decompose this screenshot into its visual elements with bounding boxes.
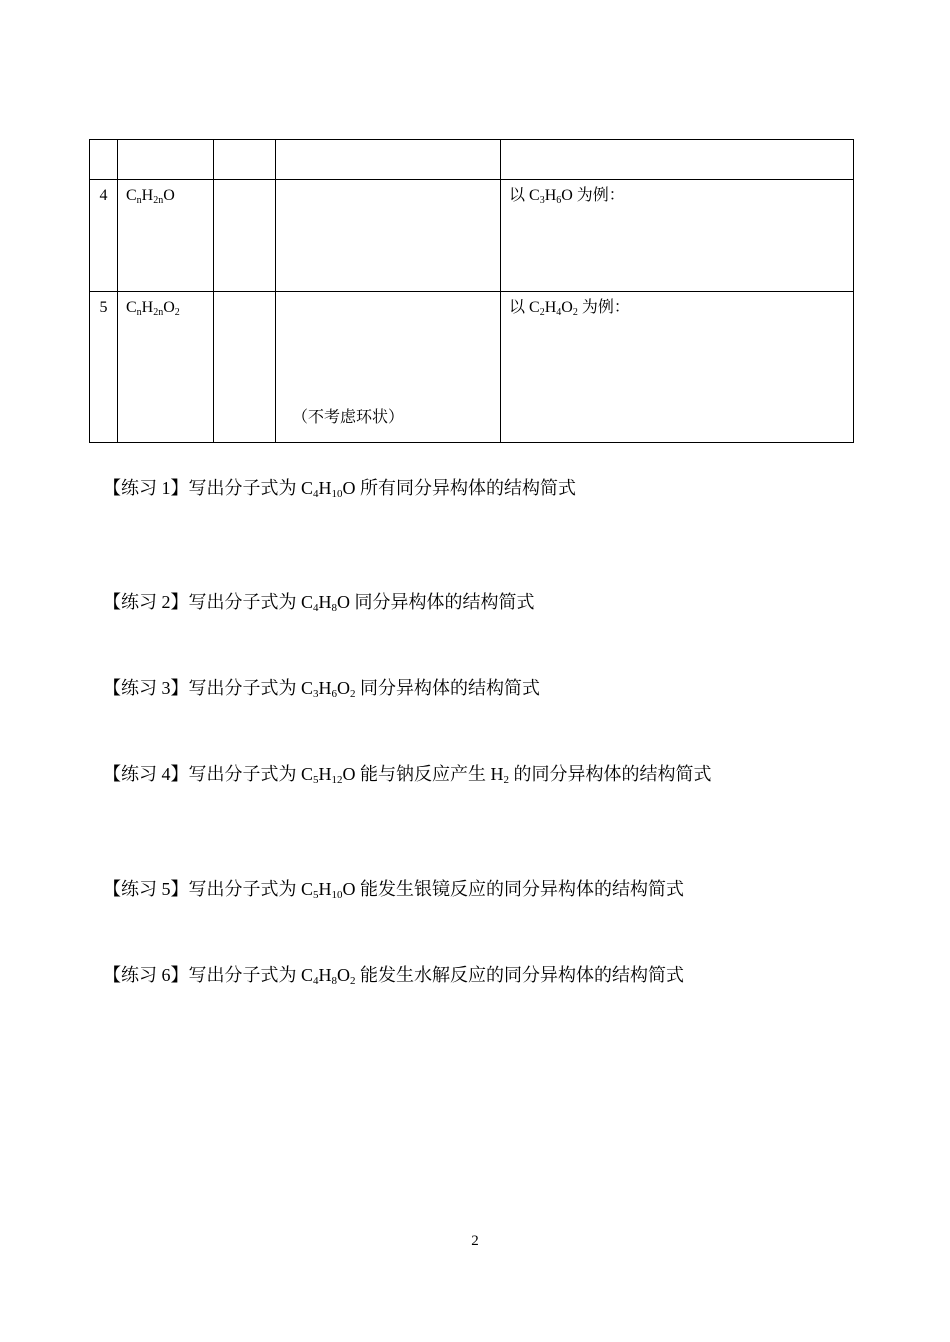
- exercise-1: 【练习 1】写出分子式为 $C_4H_{10}O$ 所有同分异构体的结构简式: [103, 478, 577, 500]
- table-cell: [214, 292, 276, 443]
- table-row: [90, 292, 854, 443]
- page-number: 2: [471, 1233, 479, 1249]
- general-formula: $C_nH_{2n}O_2$: [126, 299, 180, 318]
- row-number: 4: [99, 187, 108, 204]
- row-number-cell: [90, 292, 118, 443]
- table-cell: [214, 140, 276, 180]
- isomer-type-cell: [276, 292, 501, 443]
- example-cell: [501, 292, 854, 443]
- exercise-6: 【练习 6】写出分子式为 $C_4H_8O_2$ 能发生水解反应的同分异构体的结构简式: [103, 965, 685, 987]
- row-number: 5: [99, 299, 108, 316]
- table-cell: [214, 180, 276, 292]
- table-cell: [501, 140, 854, 180]
- example-text: 以 $C_3H_6O$ 为例：: [509, 187, 625, 206]
- example-cell: [501, 180, 854, 292]
- general-formula-cell: [118, 180, 214, 292]
- note-text: （不考虑环状）: [292, 409, 405, 426]
- isomer-table: [89, 139, 854, 443]
- table-cell: [276, 180, 501, 292]
- table-row: [90, 180, 854, 292]
- general-formula-cell: [118, 292, 214, 443]
- general-formula: $C_nH_{2n}O$: [126, 187, 175, 206]
- table-row: [90, 140, 854, 180]
- exercise-4: 【练习 4】写出分子式为 $C_5H_{12}O$ 能与钠反应产生 $H_2$ 的同分异构体的结构简式: [103, 764, 712, 786]
- example-text: 以 $C_2H_4O_2$ 为例：: [509, 299, 630, 318]
- exercise-5: 【练习 5】写出分子式为 $C_5H_{10}O$ 能发生银镜反应的同分异构体的结构简式: [103, 879, 685, 901]
- table-cell: [276, 140, 501, 180]
- exercise-3: 【练习 3】写出分子式为 $C_3H_6O_2$ 同分异构体的结构简式: [103, 678, 541, 700]
- exercise-2: 【练习 2】写出分子式为 $C_4H_8O$ 同分异构体的结构简式: [103, 592, 535, 614]
- row-number-cell: [90, 180, 118, 292]
- table-cell: [90, 140, 118, 180]
- table-cell: [118, 140, 214, 180]
